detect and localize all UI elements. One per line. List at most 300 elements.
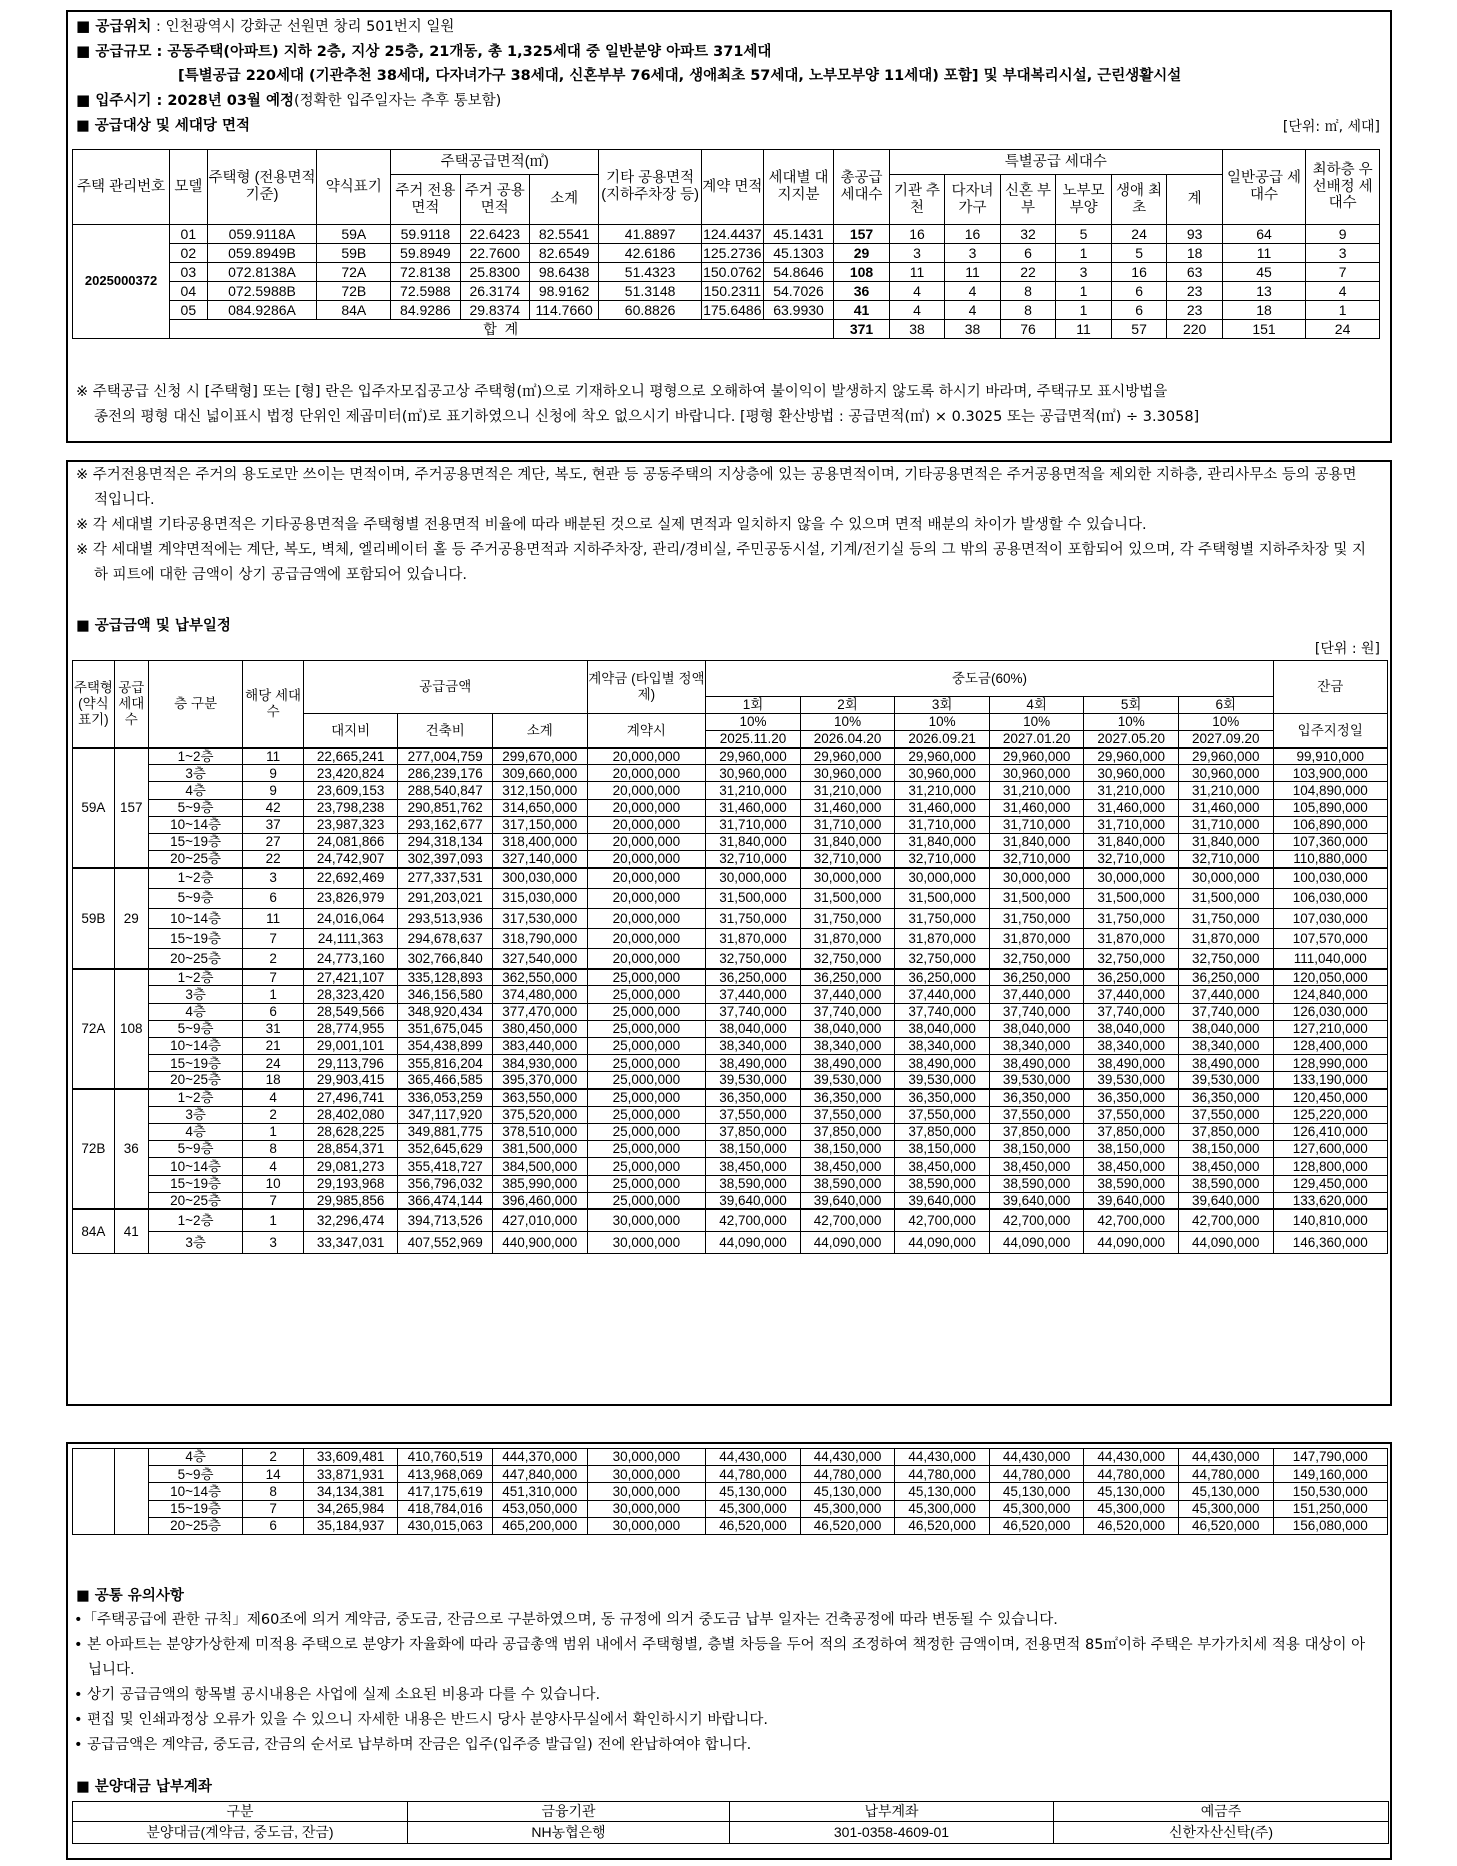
cell-mid-5: 37,850,000 (1084, 1123, 1179, 1140)
cell-mid-2: 42,700,000 (800, 1209, 895, 1231)
group-type: 59B (73, 868, 115, 969)
price-row (73, 928, 1388, 948)
cell-mid-5: 37,550,000 (1084, 1106, 1179, 1123)
cell-total: 29 (834, 244, 890, 263)
cell-mid-6: 31,210,000 (1178, 782, 1273, 799)
cell-balance: 150,530,000 (1273, 1483, 1387, 1500)
col-deposit: 계약금 (타입별 정액제) (587, 661, 706, 714)
cell-building: 294,318,134 (398, 833, 493, 850)
cell-parent: 1 (1056, 301, 1112, 320)
cell-subtotal: 114.7660 (529, 301, 598, 320)
cell-deposit: 20,000,000 (587, 799, 706, 816)
cell-lowest: 4 (1306, 282, 1380, 301)
price-row (73, 1158, 1388, 1175)
cell-mid-4: 42,700,000 (989, 1209, 1084, 1231)
cell-common: 29.8374 (460, 301, 529, 320)
cell-org: 3 (889, 244, 945, 263)
cell-land: 29,081,273 (303, 1158, 398, 1175)
price-row (73, 1055, 1388, 1072)
cell-mid-2: 46,520,000 (800, 1517, 895, 1534)
cell-mid-6: 38,490,000 (1178, 1055, 1273, 1072)
cell-building: 355,418,727 (398, 1158, 493, 1175)
cell-common: 22.7600 (460, 244, 529, 263)
cell-deposit: 30,000,000 (587, 1483, 706, 1500)
cell-subtotal: 374,480,000 (492, 986, 587, 1003)
cell-mid-5: 39,640,000 (1084, 1192, 1179, 1209)
price-row (73, 851, 1388, 868)
cell-building: 288,540,847 (398, 782, 493, 799)
price-row (73, 1192, 1388, 1209)
cell-floor: 3층 (148, 986, 243, 1003)
cell-mid-4: 31,500,000 (989, 888, 1084, 908)
cell-subtotal: 314,650,000 (492, 799, 587, 816)
cell-subtotal: 300,030,000 (492, 868, 587, 888)
cell-mid-2: 39,640,000 (800, 1192, 895, 1209)
cell-mid-3: 37,440,000 (895, 986, 990, 1003)
cell-mid-4: 31,840,000 (989, 833, 1084, 850)
cell-mid-2: 37,440,000 (800, 986, 895, 1003)
cell-count: 2 (243, 1449, 303, 1466)
cell-deposit: 30,000,000 (587, 1209, 706, 1231)
cell-mid-3: 38,450,000 (895, 1158, 990, 1175)
price-row (73, 888, 1388, 908)
cell-mid-6: 36,350,000 (1178, 1089, 1273, 1106)
cell-land: 33,871,931 (303, 1466, 398, 1483)
cell-mid-1: 31,210,000 (706, 782, 801, 799)
cell-count: 3 (243, 868, 303, 888)
cell-lowest: 1 (1306, 301, 1380, 320)
cell-subtotal: 318,790,000 (492, 928, 587, 948)
cell-mid-4: 37,440,000 (989, 986, 1084, 1003)
cell-short: 59B (317, 244, 391, 263)
cell-mid-2: 31,840,000 (800, 833, 895, 850)
cell-mid-2: 45,130,000 (800, 1483, 895, 1500)
cell-mid-5: 44,780,000 (1084, 1466, 1179, 1483)
cell-mid-4: 37,550,000 (989, 1106, 1084, 1123)
group-type: 59A (73, 748, 115, 868)
cell-mid-6: 46,520,000 (1178, 1517, 1273, 1534)
cell-mid-6: 45,130,000 (1178, 1483, 1273, 1500)
cell-subtotal: 395,370,000 (492, 1072, 587, 1089)
cell-count: 4 (243, 1089, 303, 1106)
cell-building: 346,156,580 (398, 986, 493, 1003)
cell-floor: 20~25층 (148, 1192, 243, 1209)
col-land: 세대별 대지지분 (763, 150, 833, 225)
col-other: 기타 공용면적 (지하주차장 등) (599, 150, 702, 225)
cell-mid-4: 38,150,000 (989, 1141, 1084, 1158)
cell-mid-3: 31,460,000 (895, 799, 990, 816)
cell-land: 45.1431 (763, 225, 833, 244)
cell-count: 31 (243, 1020, 303, 1037)
cell-deposit: 20,000,000 (587, 868, 706, 888)
cell-building: 355,816,204 (398, 1055, 493, 1072)
cell-land: 34,134,381 (303, 1483, 398, 1500)
cell-general: 18 (1222, 301, 1305, 320)
cell-count: 3 (243, 1231, 303, 1253)
cell-mid-5: 38,150,000 (1084, 1141, 1179, 1158)
col-org: 기관 추천 (889, 175, 945, 225)
cell-building: 335,128,893 (398, 969, 493, 986)
cell-count: 10 (243, 1175, 303, 1192)
cell-mid-1: 38,040,000 (706, 1020, 801, 1037)
cell-mid-1: 37,550,000 (706, 1106, 801, 1123)
price-row (73, 1209, 1388, 1231)
col-mid: 중도금(60%) (706, 661, 1273, 697)
inst-3-label: 3회 (895, 697, 990, 714)
cell-land: 22,665,241 (303, 748, 398, 765)
inst-1-label: 1회 (706, 697, 801, 714)
account-type: 분양대금(계약금, 중도금, 잔금) (73, 1822, 408, 1844)
cell-mid-6: 30,960,000 (1178, 765, 1273, 782)
cell-land: 29,113,796 (303, 1055, 398, 1072)
cell-balance: 99,910,000 (1273, 748, 1387, 765)
cell-mid-3: 45,300,000 (895, 1500, 990, 1517)
group-units: 41 (114, 1209, 148, 1253)
cell-count: 2 (243, 1106, 303, 1123)
common-items (74, 1608, 1376, 1758)
cell-building: 407,552,969 (398, 1231, 493, 1253)
cell-land: 22,692,469 (303, 868, 398, 888)
cell-lowest: 9 (1306, 225, 1380, 244)
cell-land: 23,609,153 (303, 782, 398, 799)
cell-deposit: 25,000,000 (587, 1123, 706, 1140)
price-row (73, 1089, 1388, 1106)
cell-mid-6: 30,000,000 (1178, 868, 1273, 888)
col-balance-sub: 입주지정일 (1273, 714, 1387, 748)
cell-land: 45.1303 (763, 244, 833, 263)
cell-mid-5: 31,500,000 (1084, 888, 1179, 908)
scale-line: ■ 공급규모 : 공동주택(아파트) 지하 2층, 지상 25층, 21개동, 총 1,325세대 중 일반분양 아파트 371세대 (76, 42, 772, 60)
col-supply: 공급금액 (303, 661, 587, 714)
cell-mid-5: 31,210,000 (1084, 782, 1179, 799)
cell-mid-1: 31,870,000 (706, 928, 801, 948)
price-row (73, 908, 1388, 928)
cell-building: 277,004,759 (398, 748, 493, 765)
mgmt-number: 2025000372 (73, 225, 170, 339)
cell-land: 23,798,238 (303, 799, 398, 816)
cell-building: 413,968,069 (398, 1466, 493, 1483)
cell-deposit: 25,000,000 (587, 1192, 706, 1209)
cell-building: 356,796,032 (398, 1175, 493, 1192)
cell-mid-4: 38,040,000 (989, 1020, 1084, 1037)
cell-mid-3: 44,090,000 (895, 1231, 990, 1253)
sum-parent: 11 (1056, 320, 1112, 339)
cell-land: 28,774,955 (303, 1020, 398, 1037)
cell-mid-2: 30,000,000 (800, 868, 895, 888)
price-row (73, 986, 1388, 1003)
cell-mid-4: 45,300,000 (989, 1500, 1084, 1517)
cell-model: 01 (170, 225, 207, 244)
cell-count: 1 (243, 1123, 303, 1140)
col-count: 해당 세대수 (243, 661, 303, 748)
cell-mid-3: 36,350,000 (895, 1089, 990, 1106)
cell-mid-2: 38,590,000 (800, 1175, 895, 1192)
cell-count: 22 (243, 851, 303, 868)
cell-count: 1 (243, 986, 303, 1003)
cell-general: 13 (1222, 282, 1305, 301)
cell-building: 348,920,434 (398, 1003, 493, 1020)
account-header-account: 납부계좌 (730, 1802, 1054, 1822)
cell-mid-1: 38,340,000 (706, 1038, 801, 1055)
cell-subtotal: 396,460,000 (492, 1192, 587, 1209)
cell-mid-3: 42,700,000 (895, 1209, 990, 1231)
cell-model: 02 (170, 244, 207, 263)
cell-mid-1: 29,960,000 (706, 748, 801, 765)
cell-mid-6: 37,850,000 (1178, 1123, 1273, 1140)
cell-first: 5 (1111, 244, 1167, 263)
cell-mid-4: 38,340,000 (989, 1038, 1084, 1055)
cell-count: 8 (243, 1141, 303, 1158)
account-number: 301-0358-4609-01 (730, 1822, 1054, 1844)
cell-building: 430,015,063 (398, 1517, 493, 1534)
cell-subtotal: 312,150,000 (492, 782, 587, 799)
area-note-2: 종전의 평형 대신 넓이표시 법정 단위인 제곱미터(㎡)로 표기하였으니 신청에 착오 없으시기 바랍니다. [평형 환산방법 : 공급면적(㎡) × 0.3025 또는 공급면적(㎡) ÷ 3.3058] (94, 409, 1200, 425)
group-units: 29 (114, 868, 148, 969)
sum-sp_sum: 220 (1167, 320, 1223, 339)
cell-mid-4: 38,490,000 (989, 1055, 1084, 1072)
cell-building: 417,175,619 (398, 1483, 493, 1500)
sum-label: 합 계 (170, 320, 834, 339)
cell-mid-3: 38,590,000 (895, 1175, 990, 1192)
cell-mid-6: 38,450,000 (1178, 1158, 1273, 1175)
cell-general: 64 (1222, 225, 1305, 244)
cell-mid-3: 32,750,000 (895, 949, 990, 969)
cell-mid-3: 38,150,000 (895, 1141, 990, 1158)
cell-deposit: 20,000,000 (587, 949, 706, 969)
cell-balance: 103,900,000 (1273, 765, 1387, 782)
area-note-item: ※ 각 세대별 계약면적에는 계단, 복도, 벽체, 엘리베이터 홀 등 주거공용면적과 지하주차장, 관리/경비실, 주민공동시설, 기계/전기실 등의 그 밖의 공용면적이 포함되어 있으며, 각 주택형별 지하주차장 및 지하 피트에 대한 금액이 상기 공급금액에 포함되어 있습니다. (76, 542, 1366, 583)
cell-parent: 5 (1056, 225, 1112, 244)
cell-mid-4: 36,350,000 (989, 1089, 1084, 1106)
cell-mid-2: 38,450,000 (800, 1158, 895, 1175)
cell-mid-6: 42,700,000 (1178, 1209, 1273, 1231)
cell-mid-2: 45,300,000 (800, 1500, 895, 1517)
cell-subtotal: 363,550,000 (492, 1089, 587, 1106)
cell-other: 42.6186 (599, 244, 702, 263)
cell-model: 03 (170, 263, 207, 282)
cell-mid-5: 38,590,000 (1084, 1175, 1179, 1192)
cell-building: 336,053,259 (398, 1089, 493, 1106)
cell-mid-1: 37,850,000 (706, 1123, 801, 1140)
cell-mid-4: 46,520,000 (989, 1517, 1084, 1534)
cell-mid-5: 32,750,000 (1084, 949, 1179, 969)
cell-deposit: 20,000,000 (587, 908, 706, 928)
cell-mid-2: 31,870,000 (800, 928, 895, 948)
cell-short: 84A (317, 301, 391, 320)
cell-mid-2: 37,850,000 (800, 1123, 895, 1140)
cell-mid-1: 32,750,000 (706, 949, 801, 969)
cell-other: 51.3148 (599, 282, 702, 301)
cell-mid-1: 38,150,000 (706, 1141, 801, 1158)
area-note-item: ※ 각 세대별 기타공용면적은 기타공용면적을 주택형별 전용면적 비율에 따라 배분된 것으로 실제 면적과 일치하지 않을 수 있으며 면적 배분의 차이가 발생할 수 있습니다. (76, 517, 1147, 533)
cell-subtotal: 309,660,000 (492, 765, 587, 782)
cell-count: 37 (243, 816, 303, 833)
cell-mid-2: 38,490,000 (800, 1055, 895, 1072)
price-row (73, 782, 1388, 799)
cell-building: 349,881,775 (398, 1123, 493, 1140)
cell-balance: 147,790,000 (1273, 1449, 1387, 1466)
inst-4-date: 2027.01.20 (989, 731, 1084, 748)
cell-count: 21 (243, 1038, 303, 1055)
cell-land: 27,496,741 (303, 1089, 398, 1106)
cell-mid-1: 38,490,000 (706, 1055, 801, 1072)
cell-land: 35,184,937 (303, 1517, 398, 1534)
cell-mid-6: 32,750,000 (1178, 949, 1273, 969)
area-header-row-1 (73, 150, 1380, 175)
cell-balance: 156,080,000 (1273, 1517, 1387, 1534)
cell-mid-4: 44,090,000 (989, 1231, 1084, 1253)
cell-mid-4: 39,530,000 (989, 1072, 1084, 1089)
common-item: • 본 아파트는 분양가상한제 미적용 주택으로 분양가 자율화에 따라 공급총액 범위 내에서 주택형별, 층별 차등을 두어 적의 조정하여 책정한 금액이며, 전용면적 85㎡이하 주택은 부가가치세 적용 대상이 아닙니다. (74, 1637, 1366, 1678)
cell-mid-6: 38,150,000 (1178, 1141, 1273, 1158)
cell-excl: 72.8138 (391, 263, 460, 282)
cell-count: 2 (243, 949, 303, 969)
cell-mid-3: 44,430,000 (895, 1449, 990, 1466)
cell-floor: 5~9층 (148, 1141, 243, 1158)
cell-floor: 5~9층 (148, 1020, 243, 1037)
cell-count: 14 (243, 1466, 303, 1483)
cell-balance: 133,190,000 (1273, 1072, 1387, 1089)
cell-org: 4 (889, 301, 945, 320)
cell-mid-6: 31,710,000 (1178, 816, 1273, 833)
target-unit: [단위: ㎡, 세대] (1282, 119, 1380, 135)
inst-6-pct: 10% (1178, 714, 1273, 731)
cell-mid-5: 32,710,000 (1084, 851, 1179, 868)
cell-mid-5: 44,430,000 (1084, 1449, 1179, 1466)
cell-mid-3: 37,850,000 (895, 1123, 990, 1140)
cell-deposit: 20,000,000 (587, 816, 706, 833)
cell-mid-4: 31,870,000 (989, 928, 1084, 948)
cell-mid-1: 38,590,000 (706, 1175, 801, 1192)
cell-mid-1: 44,430,000 (706, 1449, 801, 1466)
col-bldg: 건축비 (398, 714, 493, 748)
cell-mid-5: 38,490,000 (1084, 1055, 1179, 1072)
cell-land: 29,985,856 (303, 1192, 398, 1209)
cell-balance: 140,810,000 (1273, 1209, 1387, 1231)
cell-mid-4: 37,740,000 (989, 1003, 1084, 1020)
col-total: 총공급 세대수 (834, 150, 890, 225)
cell-mid-3: 31,500,000 (895, 888, 990, 908)
cell-newly: 8 (1000, 282, 1056, 301)
cell-other: 51.4323 (599, 263, 702, 282)
cell-parent: 1 (1056, 282, 1112, 301)
group-units: 108 (114, 969, 148, 1089)
col-parent: 노부모 부양 (1056, 175, 1112, 225)
cell-land: 24,111,363 (303, 928, 398, 948)
area-note-1: ※ 주택공급 신청 시 [주택형] 또는 [형] 란은 입주자모집공고상 주택형(㎡)으로 기재하오니 평형으로 오해하여 불이익이 발생하지 않도록 하시기 바라며, 주택규모 표시방법을 (76, 384, 1168, 400)
cell-count: 4 (243, 1158, 303, 1175)
cell-count: 9 (243, 765, 303, 782)
col-deposit-sub: 계약시 (587, 714, 706, 748)
cell-mid-3: 31,710,000 (895, 816, 990, 833)
cell-first: 16 (1111, 263, 1167, 282)
cell-newly: 32 (1000, 225, 1056, 244)
price-row (73, 1106, 1388, 1123)
cell-count: 6 (243, 888, 303, 908)
cell-floor: 1~2층 (148, 868, 243, 888)
cell-other: 60.8826 (599, 301, 702, 320)
cell-contract: 150.0762 (703, 263, 762, 280)
cell-balance: 107,360,000 (1273, 833, 1387, 850)
cell-mid-2: 30,960,000 (800, 765, 895, 782)
scale-line-2: [특별공급 220세대 (기관추천 38세대, 다자녀가구 38세대, 신혼부부 76세대, 생애최초 57세대, 노부모부양 11세대) 포함] 및 부대복리시설, 근린생활시설 (178, 68, 1182, 84)
inst-1-date: 2025.11.20 (706, 731, 801, 748)
cell-mid-2: 39,530,000 (800, 1072, 895, 1089)
cell-short: 72A (317, 263, 391, 282)
cell-mid-6: 45,300,000 (1178, 1500, 1273, 1517)
cell-mid-5: 38,450,000 (1084, 1158, 1179, 1175)
cell-deposit: 25,000,000 (587, 1072, 706, 1089)
cell-floor: 15~19층 (148, 928, 243, 948)
cell-count: 11 (243, 748, 303, 765)
cell-mid-2: 38,340,000 (800, 1038, 895, 1055)
cell-deposit: 25,000,000 (587, 1158, 706, 1175)
price-row (73, 1500, 1388, 1517)
cell-count: 27 (243, 833, 303, 850)
cell-mid-3: 31,210,000 (895, 782, 990, 799)
cell-balance: 107,030,000 (1273, 908, 1387, 928)
cell-subtotal: 315,030,000 (492, 888, 587, 908)
cell-short: 72B (317, 282, 391, 301)
col-special: 특별공급 세대수 (889, 150, 1222, 175)
cell-subtotal: 82.5541 (529, 225, 598, 244)
cell-mid-4: 30,960,000 (989, 765, 1084, 782)
price-row (73, 799, 1388, 816)
sum-newly: 76 (1000, 320, 1056, 339)
cell-balance: 151,250,000 (1273, 1500, 1387, 1517)
cell-mid-4: 31,710,000 (989, 816, 1084, 833)
cell-balance: 106,030,000 (1273, 888, 1387, 908)
cell-mid-3: 31,750,000 (895, 908, 990, 928)
cell-sp_sum: 93 (1167, 225, 1223, 244)
inst-2-label: 2회 (800, 697, 895, 714)
cell-subtotal: 447,840,000 (492, 1466, 587, 1483)
cell-building: 394,713,526 (398, 1209, 493, 1231)
cell-subtotal: 385,990,000 (492, 1175, 587, 1192)
cell-mid-3: 30,000,000 (895, 868, 990, 888)
cell-mid-6: 31,460,000 (1178, 799, 1273, 816)
price-row (73, 748, 1388, 765)
cell-sp_sum: 18 (1167, 244, 1223, 263)
cell-mid-6: 38,340,000 (1178, 1038, 1273, 1055)
cell-building: 418,784,016 (398, 1500, 493, 1517)
cell-floor: 1~2층 (148, 1089, 243, 1106)
cell-mid-6: 44,090,000 (1178, 1231, 1273, 1253)
cell-floor: 15~19층 (148, 1175, 243, 1192)
cell-subtotal: 465,200,000 (492, 1517, 587, 1534)
cell-mid-5: 31,870,000 (1084, 928, 1179, 948)
price-row (73, 833, 1388, 850)
cell-balance: 105,890,000 (1273, 799, 1387, 816)
cell-balance: 127,600,000 (1273, 1141, 1387, 1158)
cell-balance: 100,030,000 (1273, 868, 1387, 888)
cell-mid-5: 45,130,000 (1084, 1483, 1179, 1500)
cell-common: 26.3174 (460, 282, 529, 301)
account-title: ■ 분양대금 납부계좌 (76, 1779, 212, 1795)
cell-mid-3: 38,490,000 (895, 1055, 990, 1072)
cell-subtotal: 327,540,000 (492, 949, 587, 969)
cell-deposit: 20,000,000 (587, 851, 706, 868)
cell-type: 084.9286A (207, 301, 317, 320)
cell-mid-5: 31,750,000 (1084, 908, 1179, 928)
cell-newly: 8 (1000, 301, 1056, 320)
cell-mid-5: 39,530,000 (1084, 1072, 1179, 1089)
cell-floor: 20~25층 (148, 1072, 243, 1089)
col-units: 공급 세대수 (114, 661, 148, 748)
cell-count: 6 (243, 1517, 303, 1534)
price-title: ■ 공급금액 및 납부일정 (76, 618, 231, 634)
cell-balance: 110,880,000 (1273, 851, 1387, 868)
